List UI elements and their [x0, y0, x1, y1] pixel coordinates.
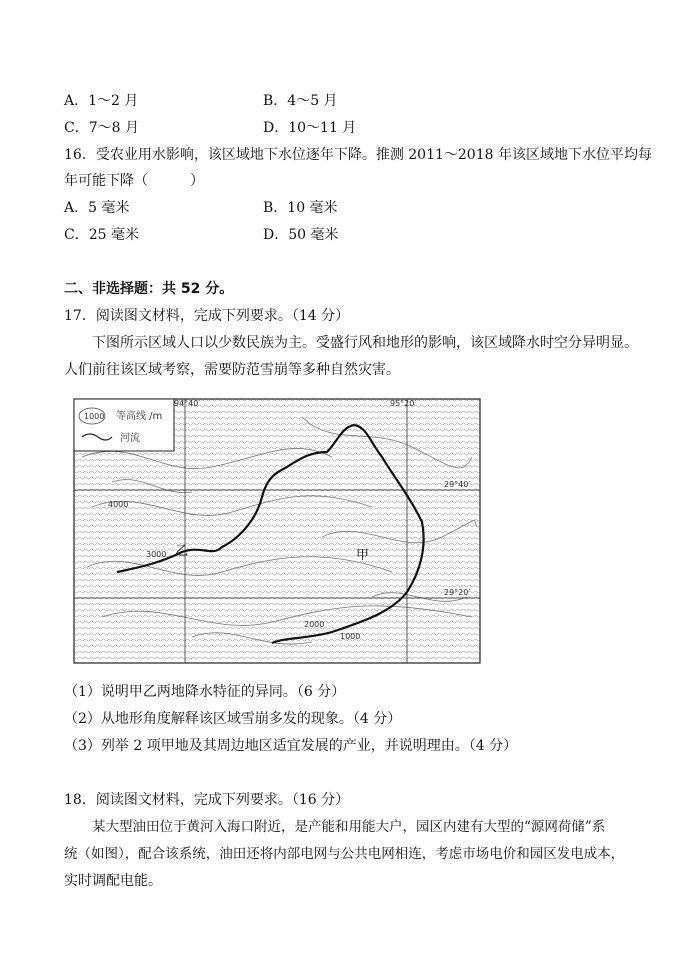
q16-option-c: C．25 毫米: [64, 227, 139, 243]
label-jia: 甲: [356, 548, 370, 563]
topographic-map: [72, 397, 482, 667]
legend-contour-label: 等高线 /m: [116, 411, 163, 422]
q17-sub2: （2）从地形角度解释该区域雪崩多发的现象。（4 分）: [64, 711, 402, 727]
q16-option-b: B．10 毫米: [263, 200, 338, 216]
q18-para-line1: 某大型油田位于黄河入海口附近，是产能和用能大户，园区内建有大型的“源网荷储”系: [92, 819, 606, 835]
label-yi: 乙: [175, 544, 189, 559]
section2-heading: 二、非选择题：共 52 分。: [64, 281, 234, 297]
lat-top-label: 29°40′: [444, 480, 471, 489]
q15-option-d: D．10～11 月: [263, 120, 357, 136]
q17-sub1: （1）说明甲乙两地降水特征的异同。（6 分）: [64, 684, 346, 700]
q16-option-a: A．5 毫米: [64, 200, 130, 216]
lat-bottom-label: 29°20′: [444, 588, 471, 597]
q16-stem-line2: 年可能下降（ ）: [64, 173, 204, 189]
lon-right-label: 95°20′: [390, 399, 417, 408]
map-legend: [74, 399, 174, 451]
q17-stem: 17．阅读图文材料，完成下列要求。（14 分）: [64, 308, 350, 324]
legend-contour-value: 1000: [84, 412, 105, 421]
lon-left-label: 94°40′: [174, 399, 201, 408]
q16-option-d: D．50 毫米: [263, 227, 339, 243]
q17-sub3: （3）列举 2 项甲地及其周边地区适宜发展的产业，并说明理由。（4 分）: [64, 738, 518, 754]
q16-stem-line1: 16．受农业用水影响，该区域地下水位逐年下降。推测 2011～2018 年该区域地下水位平均每: [64, 147, 652, 163]
q18-stem: 18．阅读图文材料，完成下列要求。（16 分）: [64, 792, 350, 808]
contour-4000-label: 4000: [108, 500, 129, 509]
q15-option-b: B．4～5 月: [263, 93, 338, 109]
q15-option-a: A．1～2 月: [64, 93, 139, 109]
legend-river-label: 河流: [120, 433, 140, 444]
contour-3000-label: 3000: [146, 550, 167, 559]
contour-1000-label: 1000: [340, 632, 361, 641]
q15-option-c: C．7～8 月: [64, 120, 139, 136]
q18-para-line3: 实时调配电能。: [64, 873, 162, 889]
contour-2000-label: 2000: [304, 620, 325, 629]
q17-para-line2: 人们前往该区域考察，需要防范雪崩等多种自然灾害。: [64, 362, 400, 378]
q18-para-line2: 统（如图），配合该系统，油田还将内部电网与公共电网相连，考虑市场电价和园区发电成本，: [64, 846, 625, 862]
q17-para-line1: 下图所示区域人口以少数民族为主。受盛行风和地形的影响，该区域降水时空分异明显。: [92, 335, 638, 351]
